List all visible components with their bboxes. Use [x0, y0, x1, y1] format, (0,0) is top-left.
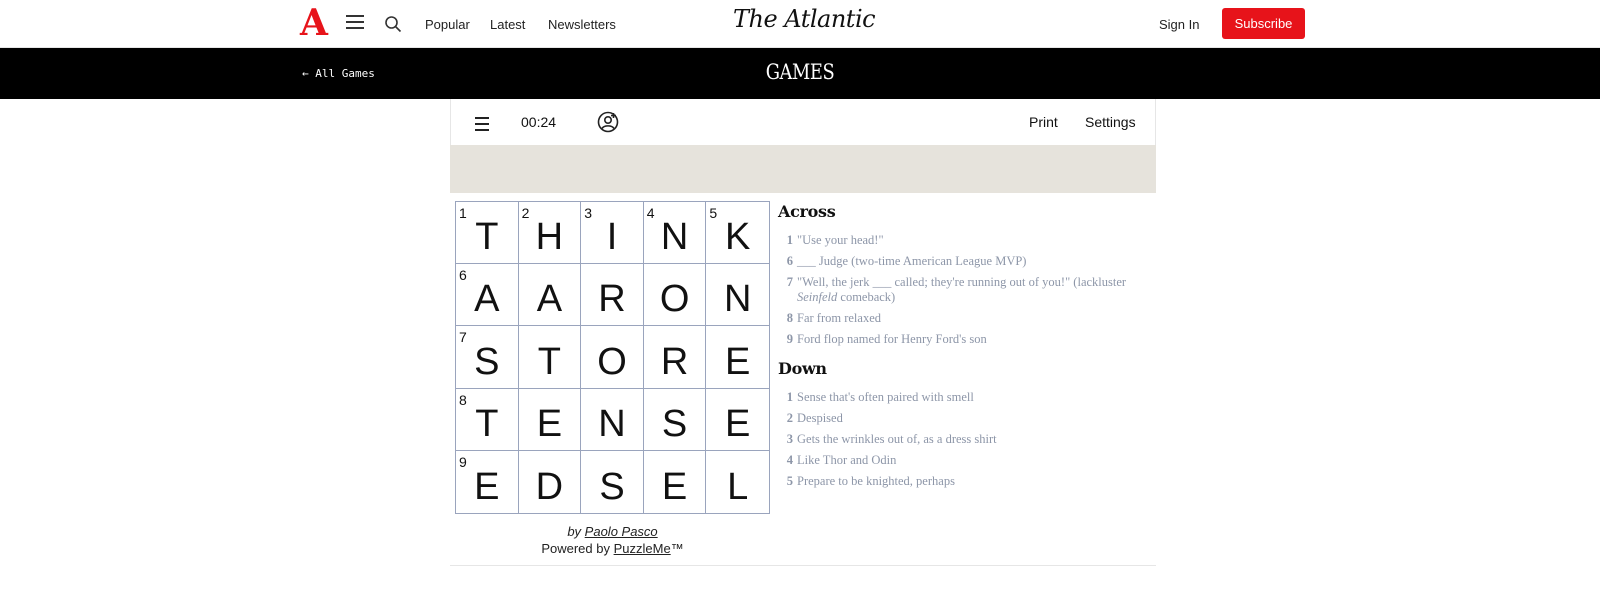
cell-number: 6 [459, 267, 467, 284]
cell-number: 7 [459, 329, 467, 346]
clue-across-8[interactable] [778, 311, 1148, 326]
cell-letter: E [725, 402, 751, 445]
divider [450, 565, 1156, 566]
grid-cell[interactable] [456, 264, 519, 326]
clue-number: 6 [786, 254, 793, 268]
grid-cell[interactable] [519, 202, 582, 264]
clue-down-5[interactable] [778, 474, 1148, 489]
grid-cell[interactable] [644, 326, 707, 388]
clue-text: Ford flop named for Henry Ford's son [797, 332, 987, 346]
cell-letter: D [535, 466, 564, 508]
grid-cell[interactable] [456, 389, 519, 451]
cell-letter: S [599, 466, 625, 508]
nav-link-newsletters[interactable]: Newsletters [548, 17, 616, 32]
games-bar [0, 48, 1600, 99]
clue-number: 1 [786, 390, 793, 404]
clue-text: Despised [797, 411, 843, 425]
add-user-icon[interactable] [597, 111, 619, 133]
grid-cell[interactable] [706, 264, 769, 326]
down-clue-list [778, 390, 1148, 489]
sign-in-link[interactable]: Sign In [1159, 17, 1200, 32]
clue-text: Like Thor and Odin [797, 453, 897, 467]
grid-cell[interactable] [456, 326, 519, 388]
games-title[interactable]: GAMES [765, 60, 835, 84]
nav-link-latest[interactable]: Latest [490, 17, 526, 32]
cell-letter: E [725, 340, 751, 383]
cell-letter: R [598, 278, 626, 321]
grid-cell[interactable] [519, 389, 582, 451]
cell-letter: T [537, 340, 561, 383]
grid-cell[interactable] [456, 451, 519, 513]
cell-letter: E [474, 466, 500, 508]
clue-number: 3 [786, 432, 793, 446]
clue-text: "Use your head!" [797, 233, 884, 247]
grid-cell[interactable] [581, 202, 644, 264]
timer: 00:24 [521, 114, 557, 130]
grid-cell[interactable] [581, 264, 644, 326]
grid-cell[interactable] [706, 451, 769, 513]
clue-text-italic: Seinfeld [797, 290, 838, 304]
author-link[interactable]: Paolo Pasco [584, 524, 658, 539]
subscribe-button[interactable]: Subscribe [1222, 8, 1305, 39]
clue-down-2[interactable] [778, 411, 1148, 426]
clue-text: ___ Judge (two-time American League MVP) [797, 254, 1027, 268]
cell-number: 8 [459, 391, 467, 408]
menu-icon[interactable] [346, 15, 364, 29]
clue-down-3[interactable] [778, 432, 1148, 447]
search-icon[interactable] [384, 15, 402, 33]
clue-text-part: "Well, the jerk ___ called; they're running out of you!" (lackluster [797, 275, 1127, 289]
clue-number: 9 [786, 332, 793, 346]
cell-letter: A [536, 278, 563, 321]
grid-cell[interactable] [581, 326, 644, 388]
cell-letter: S [661, 402, 688, 445]
puzzle-menu-icon[interactable] [475, 117, 489, 131]
clue-across-1[interactable] [778, 233, 1148, 248]
grid-cell[interactable] [706, 389, 769, 451]
clue-text: Prepare to be knighted, perhaps [797, 474, 955, 488]
clue-number: 7 [786, 275, 793, 289]
cell-letter: K [725, 216, 751, 259]
grid-cell[interactable] [644, 451, 707, 513]
clue-down-1[interactable] [778, 390, 1148, 405]
clue-number: 5 [786, 474, 793, 488]
grid-cell[interactable] [706, 202, 769, 264]
site-header [0, 0, 1600, 48]
grid-cell[interactable] [519, 326, 582, 388]
settings-button[interactable]: Settings [1085, 114, 1136, 130]
cell-letter: N [723, 278, 752, 321]
grid-cell[interactable] [456, 202, 519, 264]
all-games-link[interactable]: ← All Games [302, 67, 375, 80]
puzzle-toolbar [450, 99, 1156, 145]
clue-text: Sense that's often paired with smell [797, 390, 974, 404]
puzzleme-link[interactable]: PuzzleMe [613, 541, 671, 556]
clue-panel [778, 202, 1148, 495]
ad-banner [450, 145, 1156, 193]
crossword-grid [455, 201, 770, 514]
cell-number: 5 [709, 205, 718, 221]
cell-letter: E [661, 466, 688, 508]
powered-by [455, 541, 770, 556]
cell-letter: I [606, 216, 618, 259]
cell-letter: S [474, 340, 500, 383]
clue-text-part: comeback) [837, 290, 896, 304]
across-clue-list [778, 233, 1148, 347]
cell-letter: O [659, 278, 690, 321]
nav-link-popular[interactable]: Popular [425, 17, 470, 32]
grid-cell[interactable] [706, 326, 769, 388]
brand-wordmark[interactable]: The Atlantic [733, 5, 876, 33]
clue-number: 8 [786, 311, 793, 325]
cell-number: 1 [459, 205, 467, 221]
cell-letter: E [536, 402, 563, 445]
atlantic-logo[interactable]: A [300, 2, 328, 44]
clue-number: 1 [786, 233, 793, 247]
cell-letter: N [660, 216, 689, 259]
clue-number: 4 [786, 453, 793, 467]
cell-letter: R [660, 340, 689, 383]
cell-letter: L [727, 466, 749, 508]
across-heading: Across [778, 202, 836, 221]
cell-number: 3 [584, 205, 592, 221]
cell-letter: O [597, 340, 627, 383]
clue-across-7[interactable] [778, 275, 1148, 305]
clue-across-9[interactable] [778, 332, 1148, 347]
cell-letter: A [474, 278, 500, 321]
grid-cell[interactable] [644, 264, 707, 326]
grid-cell[interactable] [644, 202, 707, 264]
byline-prefix: by [567, 524, 585, 539]
cell-letter: T [475, 402, 499, 445]
cell-number: 4 [646, 205, 655, 221]
byline [455, 524, 770, 539]
trademark: ™ [670, 541, 684, 556]
clue-text: Far from relaxed [797, 311, 881, 325]
down-heading: Down [778, 359, 827, 378]
print-button[interactable]: Print [1029, 114, 1058, 130]
clue-across-6[interactable] [778, 254, 1148, 269]
cell-number: 2 [521, 205, 530, 221]
cell-number: 9 [459, 453, 467, 470]
cell-letter: H [535, 216, 564, 259]
grid-cell[interactable] [581, 451, 644, 513]
cell-letter: T [475, 216, 499, 259]
clue-down-4[interactable] [778, 453, 1148, 468]
grid-cell[interactable] [519, 264, 582, 326]
grid-cell[interactable] [519, 451, 582, 513]
grid-cell[interactable] [581, 389, 644, 451]
powered-prefix: Powered by [541, 541, 614, 556]
clue-text: Gets the wrinkles out of, as a dress shirt [797, 432, 997, 446]
clue-text [797, 275, 1148, 305]
clue-number: 2 [786, 411, 793, 425]
cell-letter: N [598, 402, 626, 445]
grid-cell[interactable] [644, 389, 707, 451]
